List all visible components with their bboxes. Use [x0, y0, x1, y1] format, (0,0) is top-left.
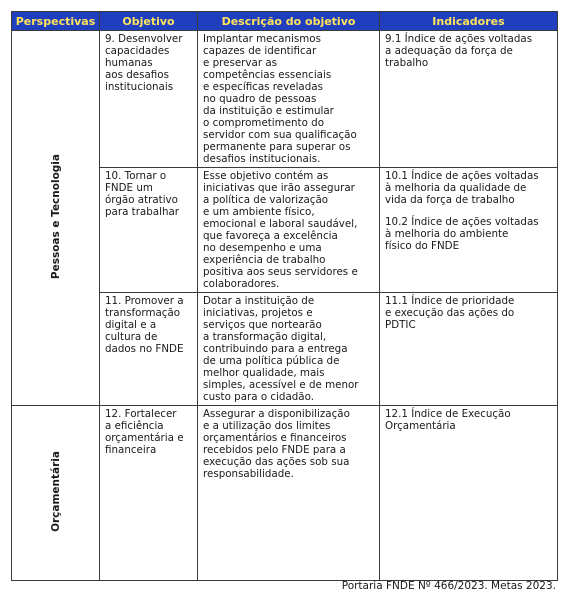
- objective-cell-line: transformação: [105, 307, 181, 319]
- indicator-item: [385, 295, 554, 331]
- objective-cell-line: capacidades: [105, 45, 170, 57]
- description-cell-line: execução das ações sob sua: [203, 456, 350, 468]
- objective-cell: [100, 31, 198, 168]
- indicator-item: [385, 33, 554, 69]
- description-cell: [198, 168, 380, 293]
- objective-cell: [100, 293, 198, 406]
- description-cell-line: colaboradores.: [203, 278, 280, 290]
- indicators-cell: [380, 293, 558, 406]
- objective-cell-line: digital e a: [105, 319, 157, 331]
- indicator-line: físico do FNDE: [385, 240, 460, 252]
- description-cell-line: e preservar as: [203, 57, 278, 69]
- objective-cell-line: órgão atrativo: [105, 194, 178, 206]
- description-cell-line: responsabilidade.: [203, 468, 294, 480]
- description-cell-line: simples, acessível e de menor: [203, 379, 359, 391]
- description-cell-line: orçamentários e financeiros: [203, 432, 347, 444]
- description-cell: [198, 406, 380, 581]
- perspective-label: Pessoas e Tecnologia: [49, 153, 62, 280]
- indicator-line: 12.1 Índice de Execução: [385, 408, 511, 420]
- objective-cell-line: 12. Fortalecer: [105, 408, 177, 420]
- description-cell: [198, 31, 380, 168]
- description-cell-line: Dotar a instituição de: [203, 295, 315, 307]
- description-cell-line: no quadro de pessoas: [203, 93, 317, 105]
- indicators-cell: [380, 406, 558, 581]
- objective-cell-line: orçamentária e: [105, 432, 184, 444]
- description-cell-line: recebidos pelo FNDE para a: [203, 444, 346, 456]
- objective-cell-line: dados no FNDE: [105, 343, 184, 355]
- objective-cell-line: 11. Promover a: [105, 295, 184, 307]
- objective-cell-line: humanas: [105, 57, 153, 69]
- description-cell-line: experiência de trabalho: [203, 254, 326, 266]
- indicator-line: PDTIC: [385, 319, 416, 331]
- description-cell-line: que favoreça a excelência: [203, 230, 338, 242]
- indicator-item: [385, 170, 554, 206]
- description-cell-line: desafios institucionais.: [203, 153, 321, 165]
- description-cell-line: a transformação digital,: [203, 331, 327, 343]
- table-row: [12, 406, 558, 581]
- strategic-objectives-table: [11, 11, 558, 581]
- header-descricao: Descrição do objetivo: [198, 12, 380, 31]
- description-cell-line: Esse objetivo contém as: [203, 170, 329, 182]
- objective-cell-line: cultura de: [105, 331, 158, 343]
- objective-cell-line: financeira: [105, 444, 157, 456]
- description-cell: [198, 293, 380, 406]
- indicator-line: 10.2 Índice de ações voltadas: [385, 216, 539, 228]
- description-cell-line: competências essenciais: [203, 69, 332, 81]
- description-cell-line: positiva aos seus servidores e: [203, 266, 358, 278]
- description-cell-line: da instituição e estimular: [203, 105, 334, 117]
- description-cell-line: permanente para superar os: [203, 141, 351, 153]
- description-cell-line: no desempenho e uma: [203, 242, 322, 254]
- description-cell-line: emocional e laboral saudável,: [203, 218, 358, 230]
- description-cell-line: de uma política pública de: [203, 355, 340, 367]
- strategic-objectives-table-wrap: [11, 11, 557, 581]
- description-cell-line: serviços que nortearão: [203, 319, 322, 331]
- indicator-line: trabalho: [385, 57, 429, 69]
- description-cell-line: Implantar mecanismos: [203, 33, 321, 45]
- objective-cell: [100, 168, 198, 293]
- table-body: [12, 31, 558, 581]
- perspective-cell: [12, 31, 100, 406]
- source-note: Portaria FNDE Nº 466/2023. Metas 2023.: [341, 580, 556, 592]
- table-header-row: [12, 12, 558, 31]
- description-cell-line: o comprometimento do: [203, 117, 325, 129]
- indicator-line: e execução das ações do: [385, 307, 515, 319]
- description-cell-line: capazes de identificar: [203, 45, 317, 57]
- indicator-line: vida da força de trabalho: [385, 194, 515, 206]
- description-cell-line: iniciativas que irão assegurar: [203, 182, 355, 194]
- objective-cell-line: aos desafios: [105, 69, 169, 81]
- indicator-line: 9.1 Índice de ações voltadas: [385, 33, 533, 45]
- description-cell-line: servidor com sua qualificação: [203, 129, 357, 141]
- perspective-cell: [12, 406, 100, 581]
- description-cell-line: iniciativas, projetos e: [203, 307, 313, 319]
- description-cell-line: contribuindo para a entrega: [203, 343, 348, 355]
- indicator-line: Orçamentária: [385, 420, 456, 432]
- description-cell-line: e específicas reveladas: [203, 81, 323, 93]
- description-cell-line: Assegurar a disponibilização: [203, 408, 350, 420]
- description-cell-line: e um ambiente físico,: [203, 206, 315, 218]
- indicator-line: 11.1 Índice de prioridade: [385, 295, 515, 307]
- objective-cell-line: FNDE um: [105, 182, 153, 194]
- objective-cell-line: institucionais: [105, 81, 174, 93]
- description-cell-line: e a utilização dos limites: [203, 420, 331, 432]
- indicators-cell: [380, 168, 558, 293]
- indicator-line: à melhoria do ambiente: [385, 228, 509, 240]
- objective-cell: [100, 406, 198, 581]
- description-cell-line: custo para o cidadão.: [203, 391, 315, 403]
- objective-cell-line: 9. Desenvolver: [105, 33, 183, 45]
- objective-cell-line: para trabalhar: [105, 206, 180, 218]
- indicators-cell: [380, 31, 558, 168]
- description-cell-line: melhor qualidade, mais: [203, 367, 325, 379]
- header-perspectivas: Perspectivas: [12, 12, 100, 31]
- header-objetivo: Objetivo: [100, 12, 198, 31]
- description-cell-line: a política de valorização: [203, 194, 329, 206]
- perspective-label: Orçamentária: [49, 451, 62, 532]
- indicator-item: [385, 216, 554, 252]
- indicator-line: 10.1 Índice de ações voltadas: [385, 170, 539, 182]
- objective-cell-line: a eficiência: [105, 420, 164, 432]
- objective-cell-line: 10. Tornar o: [105, 170, 167, 182]
- indicator-item: [385, 408, 554, 432]
- table-row: [12, 31, 558, 168]
- indicator-line: à melhoria da qualidade de: [385, 182, 527, 194]
- indicator-line: a adequação da força de: [385, 45, 513, 57]
- header-indicadores: Indicadores: [380, 12, 558, 31]
